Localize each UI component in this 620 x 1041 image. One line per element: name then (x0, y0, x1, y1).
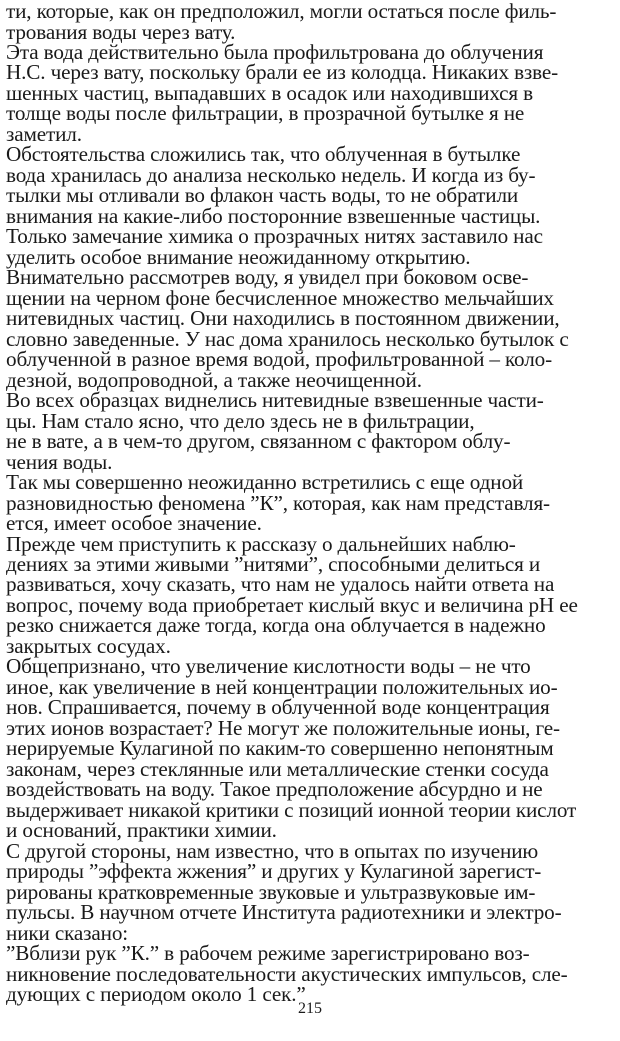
text-line: заметил. (6, 121, 82, 146)
text-line: уделить особое внимание неожиданному открытию. (6, 244, 471, 269)
text-line: Н.С. через вату, поскольку брали ее из колодца. Никаких взве- (6, 60, 559, 85)
text-line: вопрос, почему вода приобретает кислый вкус и величина pH ее (6, 592, 578, 617)
text-line: дующих с периодом около 1 сек.” (6, 982, 306, 1006)
text-line: и оснований, практики химии. (6, 818, 277, 843)
text-line: нов. Спрашивается, почему в облученной воде концентрация (6, 695, 550, 720)
text-line: Эта вода действительно была профильтрована до облучения (6, 40, 544, 64)
text-line: облученной в разное время водой, профильтрованной – коло- (6, 347, 552, 372)
text-line: дезной, водопроводной, а также неочищенной. (6, 367, 422, 392)
text-line: нерируемые Кулагиной по каким-то совершенно непонятным (6, 736, 554, 761)
text-line: Общепризнано, что увеличение кислотности воды – не что (6, 654, 531, 679)
text-line: не в вате, а в чем-то другом, связанном с фактором облу- (6, 429, 511, 454)
text-line: развиваться, хочу сказать, что нам не удалось найти ответа на (6, 572, 555, 597)
text-line: пульсы. В научном отчете Института радиотехники и электро- (6, 900, 562, 925)
text-line: толще воды после фильтрации, в прозрачной бутылке я не (6, 101, 525, 126)
text-line: разновидностью феномена ”К”, которая, как нам представля- (6, 490, 550, 515)
text-line: словно заведенные. У нас дома хранилось несколько бутылок с (6, 326, 569, 351)
text-line: никновение последовательности акустических импульсов, сле- (6, 961, 568, 986)
text-line: чения воды. (6, 449, 113, 474)
text-line: внимания на какие-либо посторонние взвешенные частицы. (6, 203, 541, 228)
text-line: шенных частиц, выпадавших в осадок или находившихся в (6, 80, 534, 105)
text-line: С другой стороны, нам известно, что в опытах по изучению (6, 838, 539, 863)
text-line: Только замечание химика о прозрачных нитях заставило нас (6, 224, 543, 249)
text-line: резко снижается даже тогда, когда она облучается в надежно (6, 613, 546, 638)
text-line: тылки мы отливали во флакон часть воды, то не обратили (6, 183, 519, 208)
text-line: Во всех образцах виднелись нитевидные взвешенные части- (6, 388, 544, 413)
text-line: Внимательно рассмотрев воду, я увидел при боковом осве- (6, 265, 529, 290)
text-line: ники сказано: (6, 920, 129, 945)
text-line: ”Вблизи рук ”К.” в рабочем режиме зарегистрировано воз- (6, 941, 530, 965)
text-line: рированы кратковременные звуковые и ультразвуковые им- (6, 879, 536, 904)
text-line: дениях за этими живыми ”нитями”, способными делиться и (6, 551, 541, 576)
text-line: вода хранилась до анализа несколько недель. И когда из бу- (6, 162, 536, 187)
text-line: законам, через стеклянные или металлические стенки сосуда (6, 756, 549, 781)
text-line: этих ионов возрастает? Не могут же положительные ионы, ге- (6, 715, 560, 740)
text-line: Так мы совершенно неожиданно встретились с еще одной (6, 470, 524, 494)
text-line: Прежде чем приступить к рассказу о дальнейших наблю- (6, 531, 516, 556)
text-line: выдерживает никакой критики с позиций ионной теории кислот (6, 797, 577, 822)
text-line: воздействовать на воду. Такое предположение абсурдно и не (6, 777, 543, 802)
text-line: закрытых сосудах. (6, 633, 171, 658)
text-line: трования воды через вату. (6, 19, 236, 44)
text-line: цы. Нам стало ясно, что дело здесь не в фильтрации, (6, 408, 475, 433)
text-line: ти, которые, как он предположил, могли остаться после филь- (6, 0, 557, 23)
text-line: ется, имеет особое значение. (6, 511, 262, 535)
text-line: природы ”эффекта жжения” и других у Кулагиной зарегист- (6, 859, 542, 884)
text-line: нитевидных частиц. Они находились в постоянном движении, (6, 306, 560, 331)
page-number: 215 (298, 1000, 322, 1017)
text-line: щении на черном фоне бесчисленное множество мельчайших (6, 285, 554, 310)
text-line: Обстоятельства сложились так, что облученная в бутылке (6, 142, 521, 167)
text-line: иное, как увеличение в ней концентрации положительных ио- (6, 674, 558, 699)
